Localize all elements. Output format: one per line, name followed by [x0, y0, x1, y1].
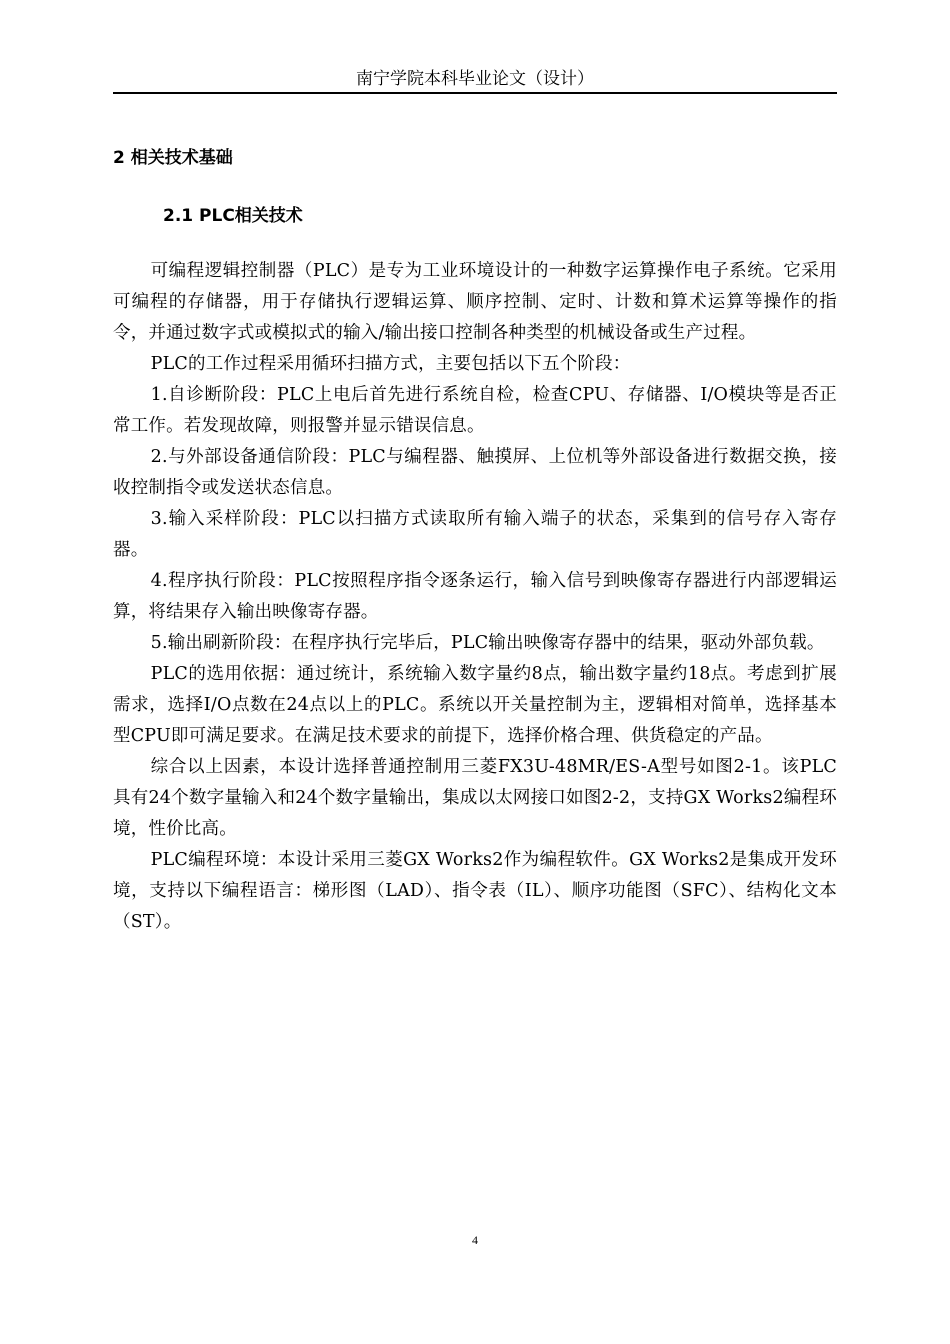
- running-header: [113, 68, 837, 94]
- paragraph-stage-1: 1.自诊断阶段：PLC上电后首先进行系统自检，检查CPU、存储器、I/O模块等是否正常工作。若发现故障，则报警并显示错误信息。: [113, 385, 837, 436]
- chapter-heading: 2 相关技术基础: [113, 148, 233, 168]
- paragraph-stage-2: 2.与外部设备通信阶段：PLC与编程器、触摸屏、上位机等外部设备进行数据交换，接收控制指令或发送状态信息。: [113, 447, 837, 498]
- page-number: 4: [472, 1233, 478, 1247]
- header-title: 南宁学院本科毕业论文（设计）: [356, 69, 594, 89]
- paragraph-programming-env: PLC编程环境：本设计采用三菱GX Works2作为编程软件。GX Works2是集成开发环境，支持以下编程语言：梯形图（LAD）、指令表（IL）、顺序功能图（SFC）、结构化文本（ST）。: [113, 850, 837, 932]
- paragraph-model-choice: 综合以上因素，本设计选择普通控制用三菱FX3U-48MR/ES-A型号如图2-1。该PLC具有24个数字量输入和24个数字量输出，集成以太网接口如图2-2，支持GX Works2编程环境，性价比高。: [113, 757, 837, 839]
- paragraph-stage-3: 3.输入采样阶段：PLC以扫描方式读取所有输入端子的状态，采集到的信号存入寄存器。: [113, 509, 837, 560]
- paragraph-stage-4: 4.程序执行阶段：PLC按照程序指令逐条运行，输入信号到映像寄存器进行内部逻辑运算，将结果存入输出映像寄存器。: [113, 571, 837, 622]
- paragraph-selection-basis: PLC的选用依据：通过统计，系统输入数字量约8点，输出数字量约18点。考虑到扩展需求，选择I/O点数在24点以上的PLC。系统以开关量控制为主，逻辑相对简单，选择基本型CPU即可满足要求。在满足技术要求的前提下，选择价格合理、供货稳定的产品。: [113, 664, 837, 746]
- paragraph-plc-definition: 可编程逻辑控制器（PLC）是专为工业环境设计的一种数字运算操作电子系统。它采用可编程的存储器，用于存储执行逻辑运算、顺序控制、定时、计数和算术运算等操作的指令，并通过数字式或模拟式的输入/输出接口控制各种类型的机械设备或生产过程。: [113, 261, 837, 343]
- section-heading: 2.1 PLC相关技术: [163, 206, 303, 226]
- body-text: [113, 256, 837, 938]
- paragraph-scan-intro: PLC的工作过程采用循环扫描方式，主要包括以下五个阶段：: [150, 354, 631, 374]
- paragraph-stage-5: 5.输出刷新阶段：在程序执行完毕后，PLC输出映像寄存器中的结果，驱动外部负载。: [150, 633, 825, 653]
